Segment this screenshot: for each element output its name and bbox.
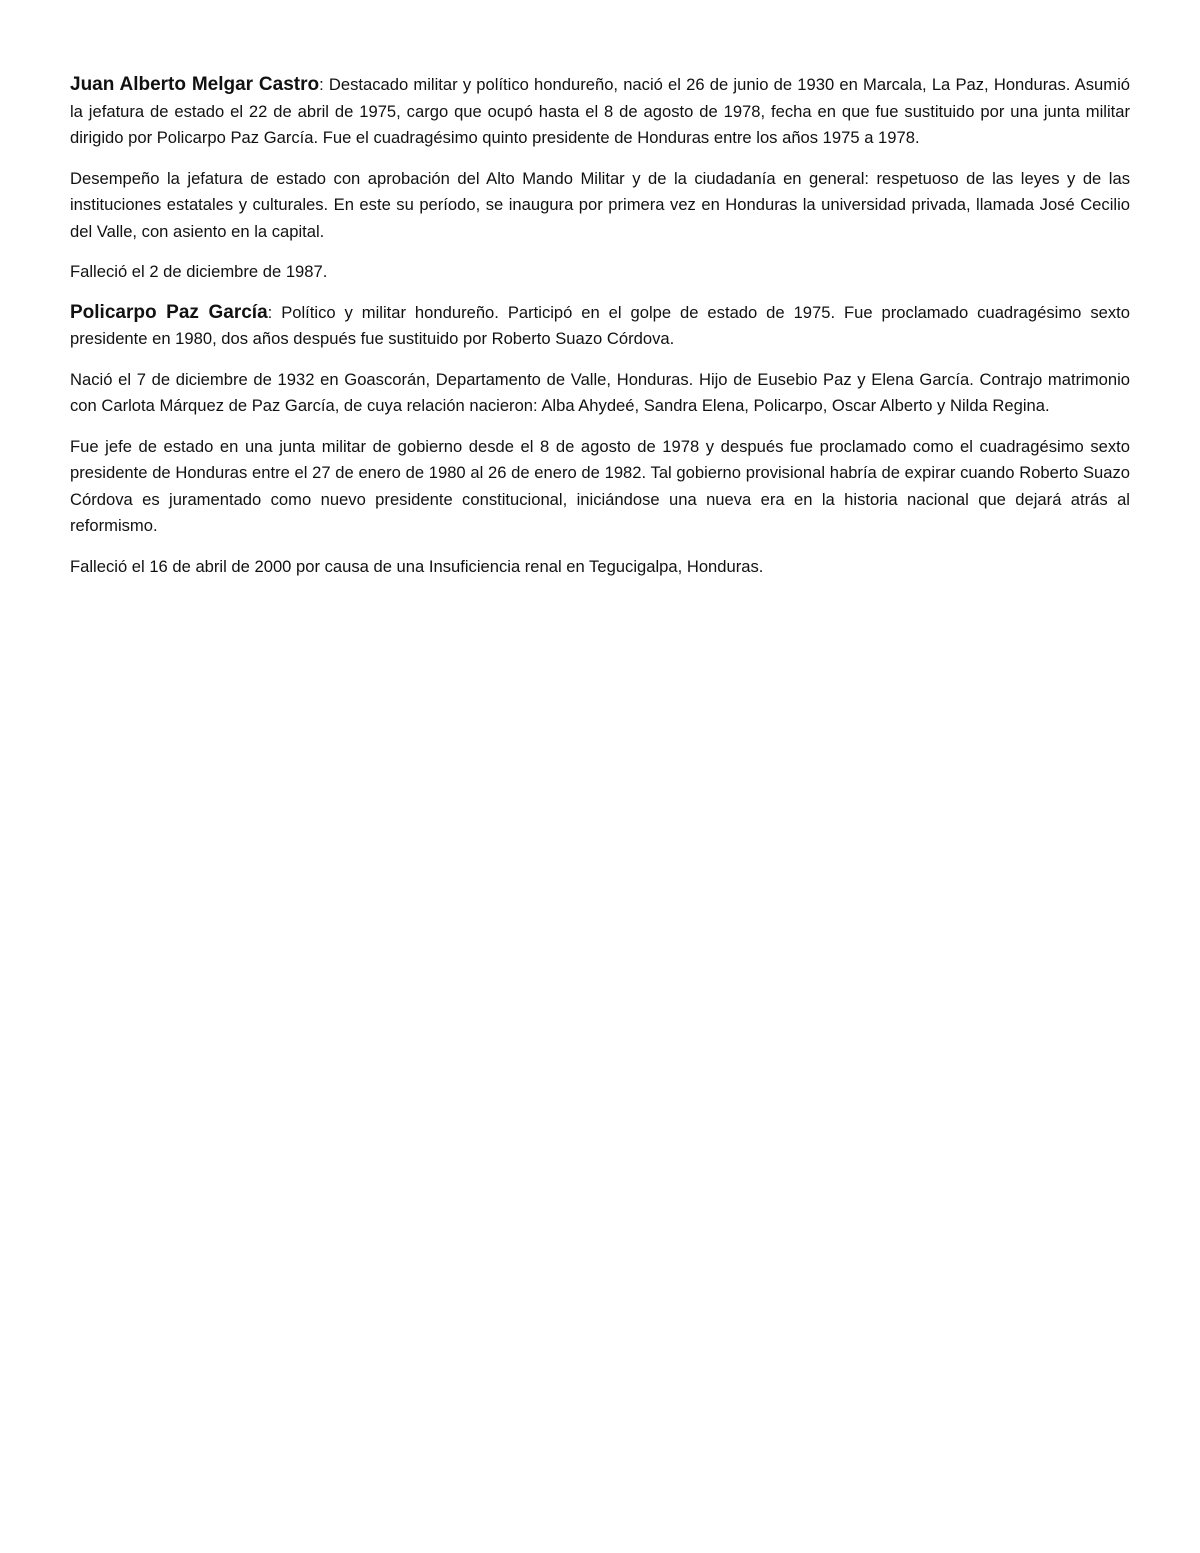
paz-death-paragraph: Falleció el 16 de abril de 2000 por causa de una Insuficiencia renal en Tegucigalpa, Honduras.: [70, 556, 764, 576]
paz-name-heading: Policarpo Paz García: [70, 301, 268, 323]
paz-government-paragraph: Fue jefe de estado en una junta militar de gobierno desde el 8 de agosto de 1978 y después fue proclamado como el cuadragésimo sexto presidente de Honduras entre el 27 de enero de 1980 al 26 de enero de 1982. Tal gobierno provisional habría de expirar cuando Roberto Suazo Córdova es juramentado como nuevo presidente constitucional, iniciándose una nueva era en la historia nacional que dejará atrás al reformismo.: [70, 436, 1130, 535]
paz-birth-paragraph: Nació el 7 de diciembre de 1932 en Goascorán, Departamento de Valle, Honduras. Hijo de Eusebio Paz y Elena García. Contrajo matrimonio con Carlota Márquez de Paz García, de cuya relación nacieron: Alba Ahydeé, Sandra Elena, Policarpo, Oscar Alberto y Nilda Regina.: [70, 369, 1130, 415]
document-page: [70, 72, 1130, 594]
paz-intro-text: : Político y militar hondureño. Participó en el golpe de estado de 1975. Fue proclamado cuadragésimo sexto presidente en 1980, dos años después fue sustituido por Roberto Suazo Córdova.: [70, 302, 1130, 348]
melgar-intro-paragraph: [70, 72, 1130, 152]
melgar-death-paragraph: Falleció el 2 de diciembre de 1987.: [70, 262, 328, 281]
melgar-name-heading: Juan Alberto Melgar Castro: [70, 74, 320, 95]
melgar-government-paragraph: Desempeño la jefatura de estado con aprobación del Alto Mando Militar y de la ciudadanía en general: respetuoso de las leyes y de las instituciones estatales y culturales. En este su período, se inaugura por primera vez en Honduras la universidad privada, llamada José Cecilio del Valle, con asiento en la capital.: [70, 168, 1130, 241]
paz-intro-paragraph: [70, 300, 1130, 353]
melgar-intro-text: : Destacado militar y político hondureño, nació el 26 de junio de 1930 en Marcala, La Paz, Honduras. Asumió la jefatura de estado el 22 de abril de 1975, cargo que ocupó hasta el 8 de agosto de 1978, fecha en que fue sustituido por una junta militar dirigido por Policarpo Paz García. Fue el cuadragésimo quinto presidente de Honduras entre los años 1975 a 1978.: [70, 75, 1130, 147]
